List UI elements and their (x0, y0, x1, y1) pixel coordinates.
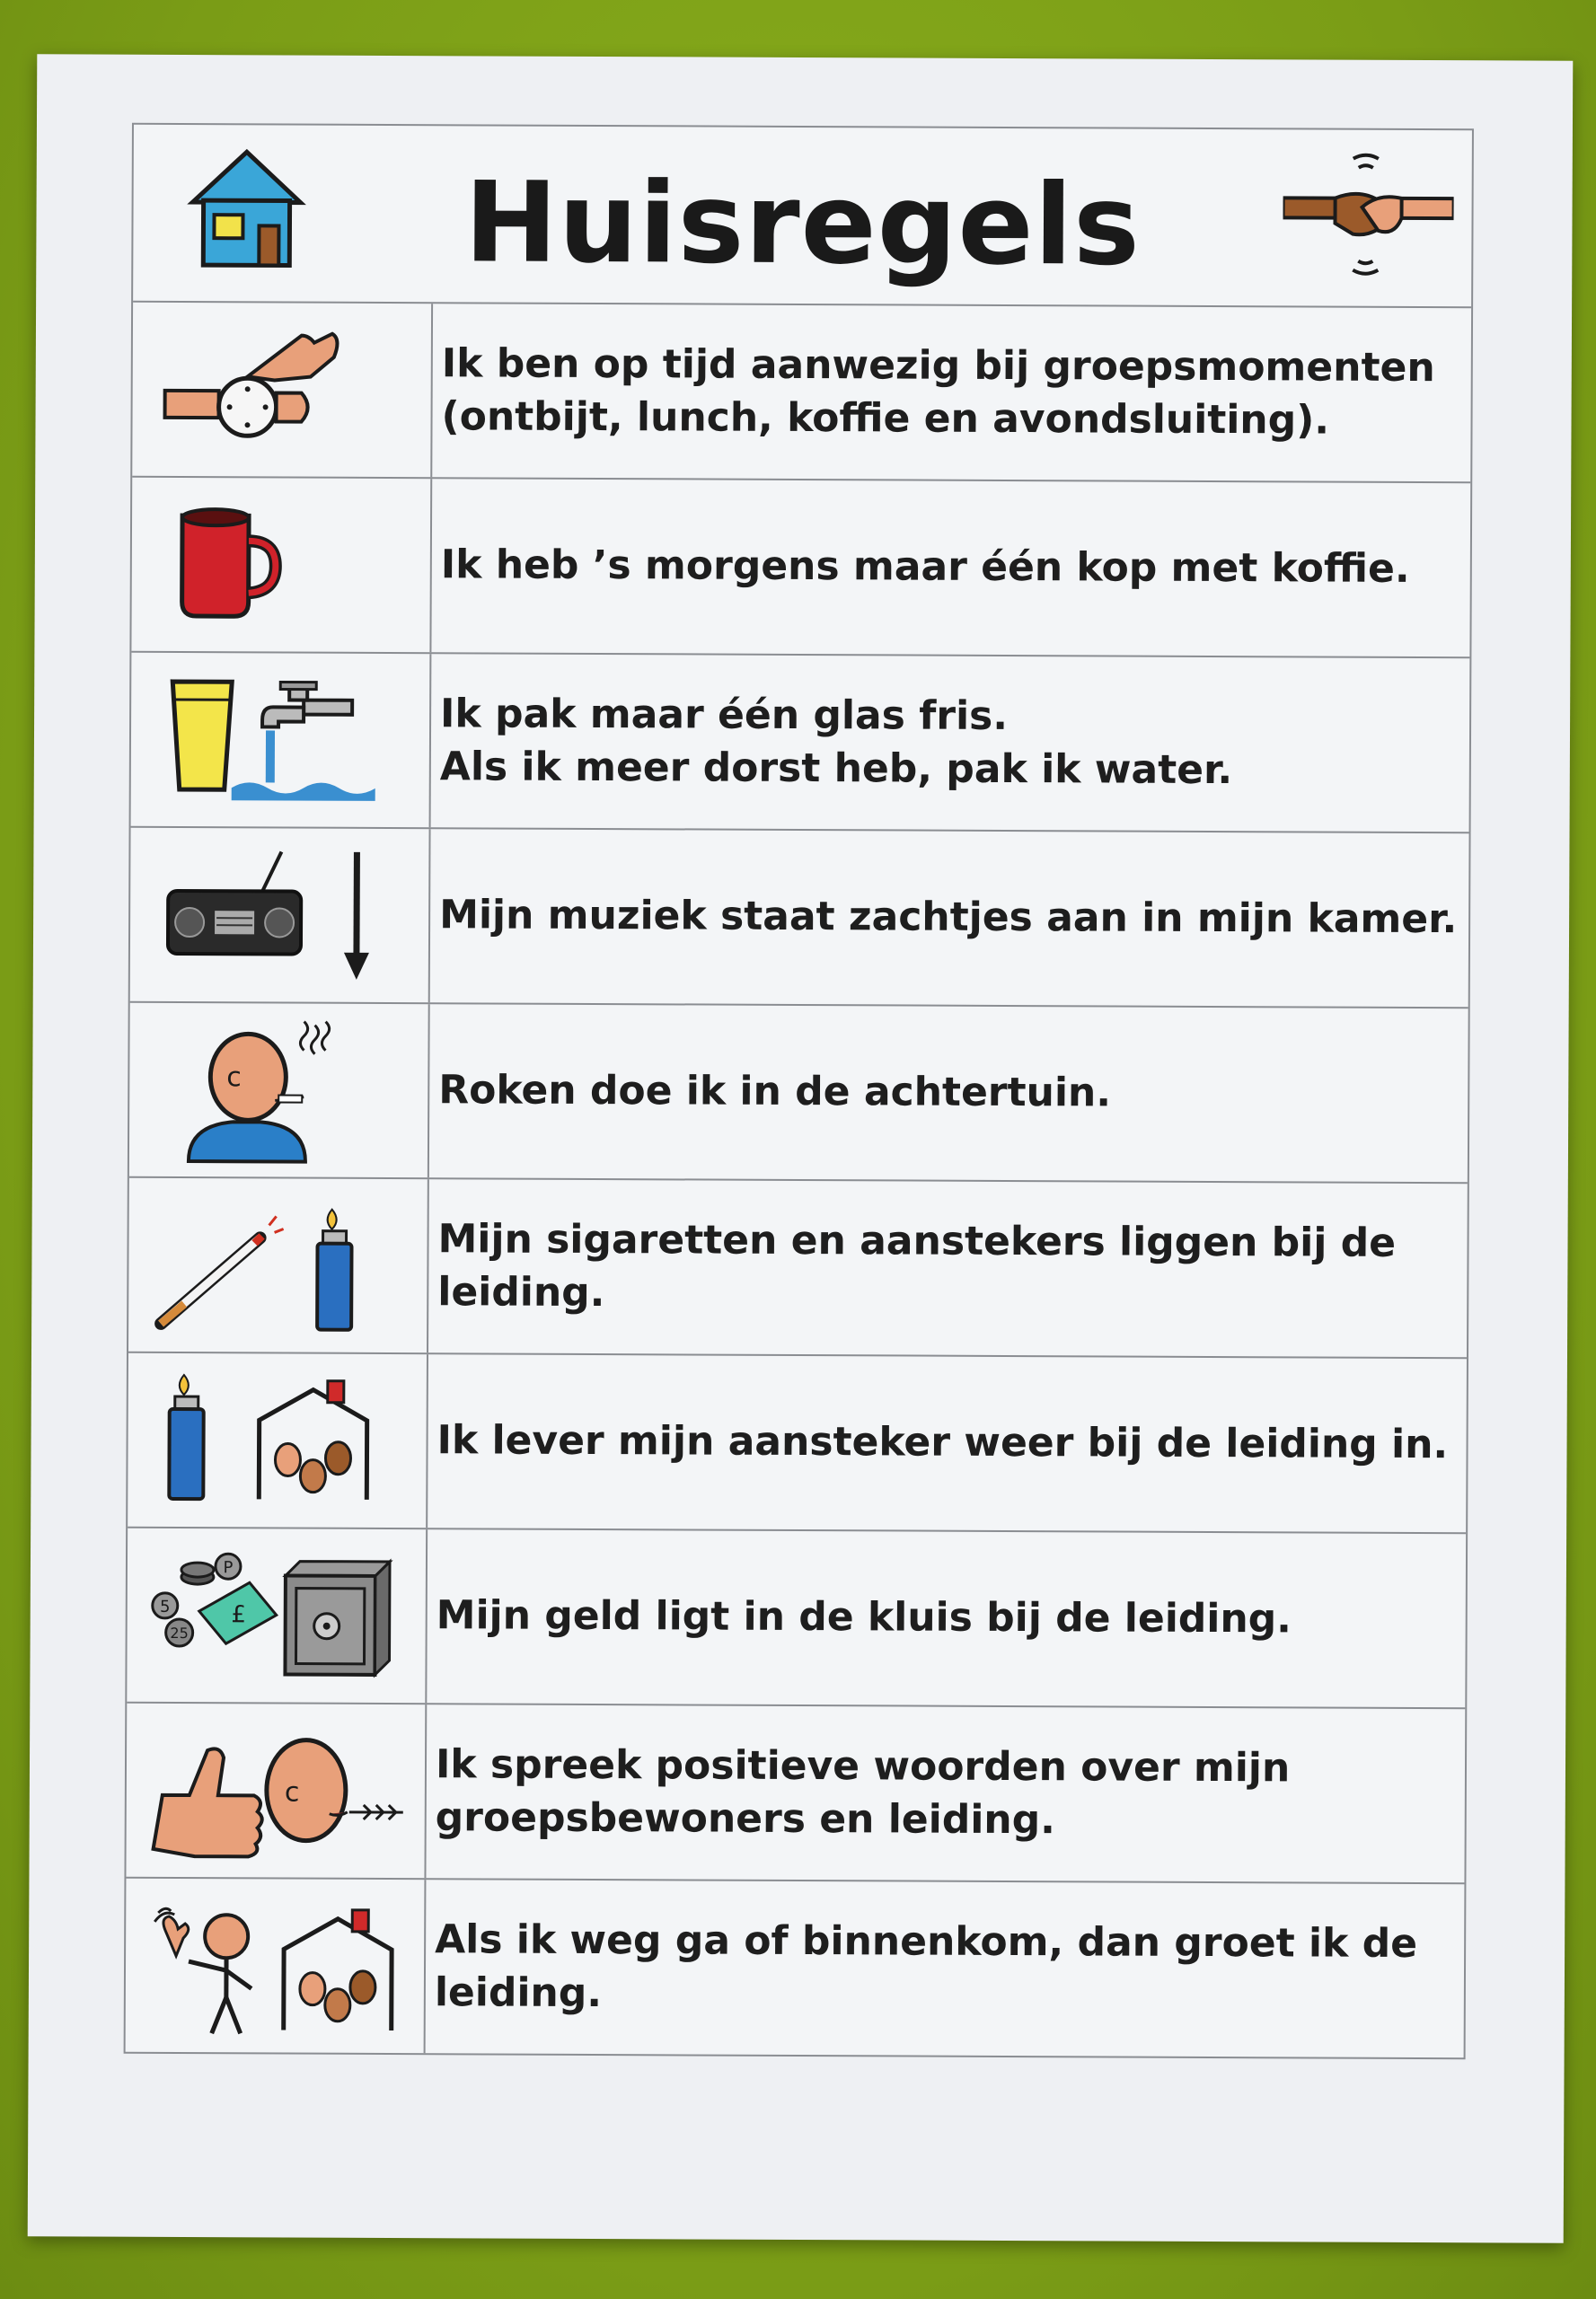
rule-text: Ik spreek positieve woorden over mijn groepsbewoners en leiding. (435, 1741, 1291, 1843)
staff-house-icon (284, 1909, 392, 2030)
watch-icon (146, 313, 417, 466)
thumbs-and-speaking-icons (141, 1713, 411, 1867)
rule-row (131, 653, 1470, 833)
rule-pictograms (128, 1353, 428, 1528)
rule-row (126, 1704, 1465, 1884)
rule-row (131, 478, 1470, 658)
arrow-down-icon (344, 851, 370, 979)
money-icon (153, 1553, 277, 1646)
person-smoking-icon (144, 1013, 414, 1167)
glass-icon (172, 681, 233, 788)
rule-text: Ik pak maar één glas fris. Als ik meer dorst heb, pak ik water. (439, 691, 1233, 793)
safe-icon (285, 1561, 390, 1675)
rule-pictograms (127, 1528, 428, 1703)
rule-text: Roken doe ik in de achtertuin. (438, 1067, 1112, 1116)
rule-pictograms (128, 1178, 429, 1352)
rule-row (128, 1353, 1467, 1534)
radio-and-arrow-icons (145, 838, 415, 991)
banknote-label: £ (231, 1600, 247, 1628)
rule-text: Mijn muziek staat zachtjes aan in mijn kamer. (439, 892, 1458, 943)
thumbs-up-icon (154, 1748, 263, 1856)
money-and-safe-icons (141, 1538, 411, 1692)
rule-text: Mijn sigaretten en aanstekers liggen bij de leiding. (437, 1216, 1397, 1316)
coffee-mug-icon (145, 488, 416, 641)
rule-pictograms (130, 828, 431, 1002)
glass-and-tap-icons (145, 663, 416, 816)
waving-and-house-icons (140, 1889, 410, 2042)
rule-text: Ik ben op tijd aanwezig bij groepsmomenten (ontbijt, lunch, koffie en avondsluiting). (441, 340, 1435, 444)
svg-text:c: c (284, 1776, 300, 1809)
rule-row (126, 1879, 1465, 2057)
svg-text:c: c (226, 1061, 242, 1093)
coin-label: 5 (159, 1597, 171, 1616)
rule-row (127, 1528, 1466, 1709)
radio-icon (168, 850, 301, 954)
staff-house-icon (259, 1380, 367, 1500)
speaking-face-icon (267, 1740, 403, 1841)
rule-text: Mijn geld ligt in de kluis bij de leiding. (436, 1592, 1292, 1643)
rule-row (132, 303, 1471, 483)
rule-text: Als ik weg ga of binnenkom, dan groet ik de leiding. (434, 1916, 1418, 2016)
rule-pictograms (126, 1704, 427, 1878)
rule-text: Ik lever mijn aansteker weer bij de leiding in. (436, 1417, 1449, 1468)
waving-person-icon (154, 1908, 252, 2033)
coin-label: P (223, 1557, 234, 1577)
cigarette-and-lighter-icons (143, 1188, 413, 1342)
rule-pictograms (126, 1879, 427, 2053)
lighter-and-house-icons (142, 1363, 412, 1517)
lighter-icon (317, 1209, 352, 1329)
rule-pictograms (131, 653, 432, 827)
coin-label: 25 (170, 1624, 189, 1642)
lighter-icon (169, 1374, 204, 1498)
poster-paper (28, 54, 1574, 2242)
rule-row (130, 828, 1469, 1009)
cigarette-icon (161, 1215, 284, 1324)
water-tap-icon (232, 682, 376, 801)
rule-pictograms (129, 1003, 430, 1177)
rule-pictograms (131, 478, 432, 652)
rules-table (124, 123, 1474, 2059)
page-title: Huisregels (463, 158, 1142, 291)
rule-text: Ik heb ’s morgens maar één kop met koffie. (440, 542, 1410, 593)
rule-pictograms (132, 303, 433, 477)
rule-row (129, 1003, 1468, 1184)
header-row (133, 125, 1472, 308)
rule-row (128, 1178, 1468, 1359)
handshake-icon (1283, 142, 1454, 286)
